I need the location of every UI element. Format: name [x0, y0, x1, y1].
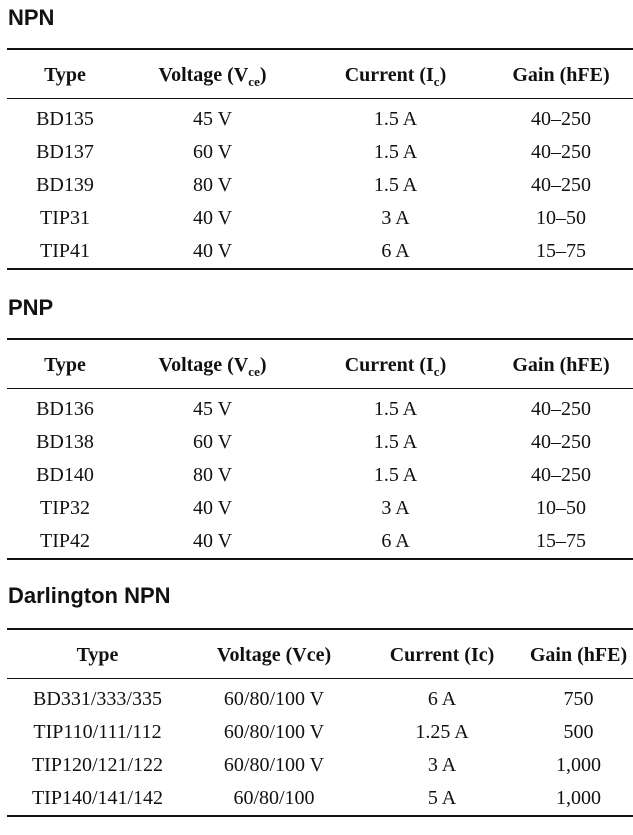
table-row — [7, 169, 633, 202]
table-row — [7, 235, 633, 269]
header-current-close: ) — [439, 63, 447, 86]
table-row — [7, 426, 633, 459]
cell-type: BD138 — [36, 431, 94, 453]
cell-gain: 750 — [563, 688, 594, 710]
cell-current: 1.5 A — [373, 108, 418, 130]
cell-type: BD140 — [36, 464, 94, 486]
pnp-table — [7, 338, 633, 560]
table-row — [7, 492, 633, 525]
table-row — [7, 202, 633, 235]
cell-voltage: 45 V — [192, 398, 233, 420]
cell-current: 1.5 A — [373, 398, 418, 420]
cell-voltage: 40 V — [192, 497, 233, 519]
header-current-text: Current (I — [344, 63, 434, 86]
cell-voltage: 40 V — [192, 530, 233, 552]
cell-voltage: 80 V — [192, 464, 233, 486]
header-voltage-close: ) — [259, 63, 267, 86]
header-voltage-close: ) — [259, 353, 267, 376]
table-row — [7, 136, 633, 169]
table-header-row — [7, 629, 633, 679]
cell-current: 1.5 A — [373, 174, 418, 196]
table-row — [7, 99, 633, 137]
table-row — [7, 679, 633, 717]
cell-current: 6 A — [381, 530, 410, 552]
cell-voltage: 60/80/100 — [233, 787, 315, 809]
cell-current: 6 A — [381, 240, 410, 262]
header-current-close: ) — [439, 353, 447, 376]
cell-current: 6 A — [427, 688, 457, 710]
header-gain: Gain (hFE) — [512, 63, 610, 86]
table-row — [7, 525, 633, 559]
cell-voltage: 60 V — [192, 431, 233, 453]
cell-gain: 10–50 — [536, 497, 586, 519]
cell-current: 3 A — [427, 754, 457, 776]
cell-current: 1.25 A — [415, 721, 469, 743]
cell-voltage: 80 V — [192, 174, 233, 196]
cell-voltage: 40 V — [192, 240, 233, 262]
cell-type: TIP110/111/112 — [33, 721, 162, 743]
table-row — [7, 782, 633, 816]
cell-type: BD331/333/335 — [33, 688, 162, 710]
cell-current: 3 A — [381, 207, 410, 229]
cell-gain: 500 — [563, 721, 594, 743]
cell-type: TIP32 — [40, 497, 90, 519]
cell-type: BD139 — [36, 174, 94, 196]
cell-voltage: 60/80/100 V — [223, 754, 325, 776]
header-gain: Gain (hFE) — [529, 643, 628, 666]
npn-table — [7, 48, 633, 270]
table-header-row — [7, 49, 633, 99]
cell-type: TIP120/121/122 — [31, 754, 164, 776]
header-voltage-subscript: ce — [248, 363, 260, 379]
section-title-darlington-npn: Darlington NPN — [8, 583, 171, 608]
cell-type: TIP31 — [40, 207, 90, 229]
cell-type: TIP41 — [40, 240, 90, 262]
table-row — [7, 749, 633, 782]
cell-gain: 15–75 — [536, 240, 586, 262]
header-gain: Gain (hFE) — [512, 353, 610, 376]
header-current — [302, 49, 489, 99]
header-type: Type — [44, 353, 86, 376]
header-current: Current (Ic) — [389, 643, 495, 666]
section-title-pnp: PNP — [8, 295, 54, 320]
cell-voltage: 60 V — [192, 141, 233, 163]
cell-gain: 40–250 — [531, 398, 591, 420]
cell-voltage: 60/80/100 V — [223, 721, 325, 743]
cell-gain: 40–250 — [531, 141, 591, 163]
cell-voltage: 45 V — [192, 108, 233, 130]
header-current — [302, 339, 489, 389]
header-voltage — [123, 339, 302, 389]
cell-type: BD137 — [36, 141, 94, 163]
table-row — [7, 389, 633, 427]
cell-type: BD135 — [36, 108, 94, 130]
cell-gain: 15–75 — [536, 530, 586, 552]
cell-voltage: 40 V — [192, 207, 233, 229]
header-voltage-text: Voltage (V — [158, 353, 249, 376]
header-current-subscript: c — [433, 73, 440, 89]
cell-type: TIP42 — [40, 530, 90, 552]
cell-current: 5 A — [427, 787, 457, 809]
header-type: Type — [76, 643, 119, 666]
header-voltage: Voltage (Vce) — [216, 643, 332, 666]
cell-current: 1.5 A — [373, 464, 418, 486]
cell-gain: 40–250 — [531, 174, 591, 196]
cell-current: 1.5 A — [373, 431, 418, 453]
header-voltage — [123, 49, 302, 99]
header-current-subscript: c — [433, 363, 440, 379]
section-title-npn: NPN — [8, 5, 55, 30]
cell-voltage: 60/80/100 V — [223, 688, 325, 710]
header-voltage-text: Voltage (V — [158, 63, 249, 86]
cell-gain: 10–50 — [536, 207, 586, 229]
cell-gain: 1,000 — [556, 787, 601, 809]
cell-gain: 40–250 — [531, 464, 591, 486]
cell-type: BD136 — [36, 398, 94, 420]
table-row — [7, 459, 633, 492]
darlington-npn-table — [7, 628, 633, 817]
table-header-row — [7, 339, 633, 389]
header-type: Type — [44, 63, 86, 86]
cell-gain: 1,000 — [556, 754, 601, 776]
table-row — [7, 716, 633, 749]
cell-current: 1.5 A — [373, 141, 418, 163]
cell-gain: 40–250 — [531, 431, 591, 453]
cell-type: TIP140/141/142 — [31, 787, 164, 809]
cell-gain: 40–250 — [531, 108, 591, 130]
header-current-text: Current (I — [344, 353, 434, 376]
cell-current: 3 A — [381, 497, 410, 519]
header-voltage-subscript: ce — [248, 73, 260, 89]
